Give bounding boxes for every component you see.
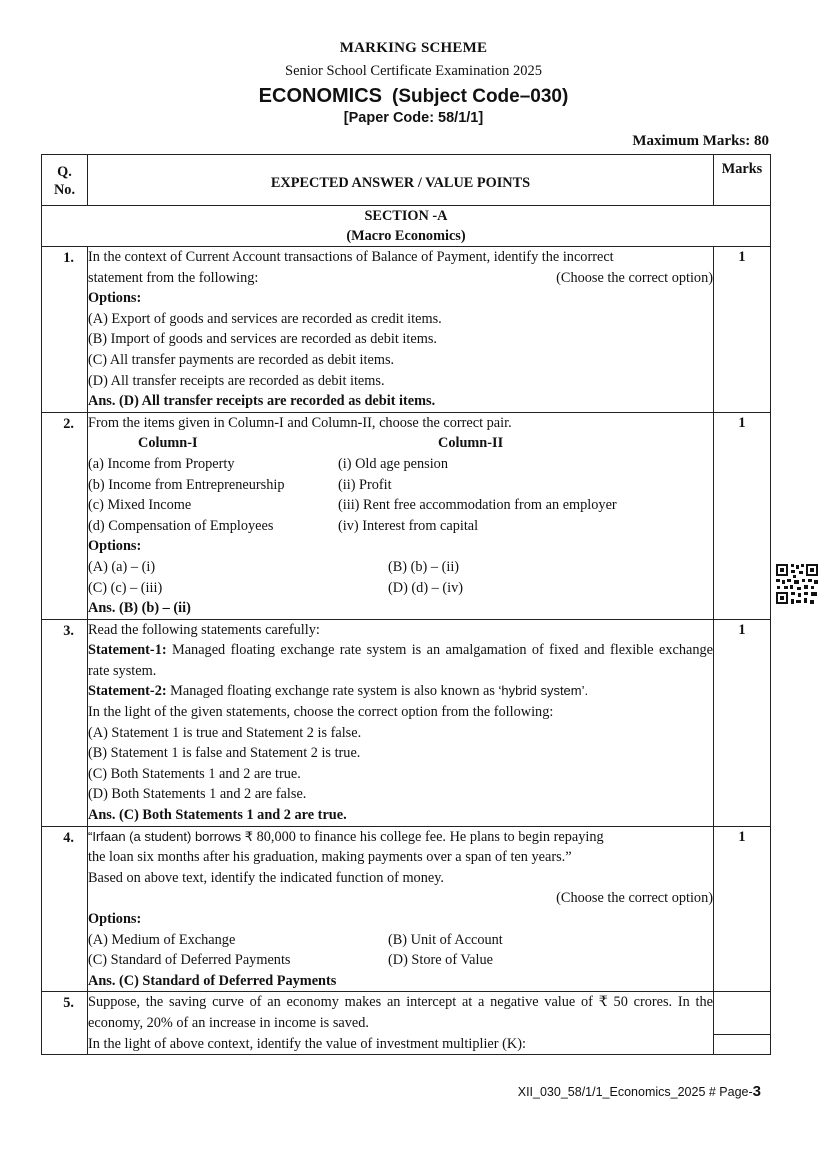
qr-code-icon: [775, 563, 819, 605]
marks-cell: [714, 619, 771, 826]
question-row-3: [42, 619, 771, 826]
exam-name: Senior School Certificate Examination 2025: [285, 63, 542, 79]
mark-value: 1: [738, 249, 746, 265]
question-body: [88, 412, 714, 619]
maximum-marks: Maximum Marks: 80: [632, 133, 769, 149]
question-body: [88, 826, 714, 992]
option: (A) Statement 1 is true and Statement 2 is false.: [88, 724, 362, 741]
question-body: [88, 992, 714, 1055]
column-headers: Column-I Column-II: [138, 435, 504, 452]
statement-2: Statement-2: Managed floating exchange rate system is also known as ‘hybrid system’.: [88, 683, 589, 700]
question-row-2: [42, 412, 771, 619]
question-number: 3.: [42, 619, 88, 826]
qno-header: [42, 155, 88, 206]
question-text: In the light of above context, identify the value of investment multiplier (K):: [88, 1035, 526, 1052]
option: (C) All transfer payments are recorded as debit items.: [88, 351, 395, 368]
choose-instruction: (Choose the correct option): [556, 890, 713, 907]
question-text: Suppose, the saving curve of an economy makes an intercept at a negative value of ₹ 50 crores. In the economy, 20% of an increase in income is saved.: [88, 994, 713, 1031]
question-text: Read the following statements carefully:: [88, 621, 320, 638]
question-text: “Irfaan (a student) borrows ₹ 80,000 to finance his college fee. He plans to begin repaying: [88, 828, 604, 845]
answer: Ans. (C) Both Statements 1 and 2 are true.: [88, 807, 347, 824]
answer-header: EXPECTED ANSWER / VALUE POINTS: [88, 155, 714, 206]
mark-value: 1: [738, 621, 746, 638]
statement-1: Statement-1: Managed floating exchange rate system is an amalgamation of fixed and flexible exchange rate system.: [88, 642, 713, 679]
option-row: (C) Standard of Deferred Payments (D) Store of Value: [88, 952, 493, 969]
pair-row: (a) Income from Property (i) Old age pension: [88, 455, 448, 472]
question-text: In the light of the given statements, choose the correct option from the following:: [88, 704, 554, 721]
answer: Ans. (C) Standard of Deferred Payments: [88, 972, 337, 989]
marks-header: Marks: [714, 155, 771, 206]
question-text: statement from the following: (Choose the correct option): [88, 268, 713, 289]
paper-code: [Paper Code: 58/1/1]: [343, 110, 484, 126]
marks-cell: [714, 826, 771, 992]
question-text: the loan six months after his graduation, making payments over a span of ten years.”: [88, 849, 572, 866]
answer: Ans. (D) All transfer receipts are recorded as debit items.: [88, 393, 436, 410]
mark-value: 1: [738, 828, 746, 845]
page-number: 3: [752, 1083, 761, 1100]
qno-header-line1: Q.: [57, 164, 72, 180]
subject-name: ECONOMICS: [258, 85, 382, 107]
question-number: 5.: [42, 992, 88, 1055]
option: (D) All transfer receipts are recorded as debit items.: [88, 372, 385, 389]
option: (B) Statement 1 is false and Statement 2 is true.: [88, 745, 361, 762]
question-row-4: [42, 826, 771, 992]
question-text: In the context of Current Account transactions of Balance of Payment, identify the incorrect: [88, 249, 614, 265]
pair-row: (d) Compensation of Employees (iv) Interest from capital: [88, 517, 479, 534]
pair-row: (b) Income from Entrepreneurship (ii) Profit: [88, 476, 392, 493]
marks-subcell: [714, 992, 770, 1035]
section-row: [42, 206, 771, 247]
subject-heading: [0, 85, 827, 108]
page-footer: [518, 1083, 761, 1100]
question-text: From the items given in Column-I and Column-II, choose the correct pair.: [88, 414, 512, 431]
pair-row: (c) Mixed Income (iii) Rent free accommodation from an employer: [88, 497, 617, 514]
section-title: SECTION -A: [364, 208, 448, 224]
options-label: Options:: [88, 911, 142, 927]
question-row-5: [42, 992, 771, 1055]
answer: Ans. (B) (b) – (ii): [88, 600, 191, 617]
option: (B) Import of goods and services are recorded as debit items.: [88, 331, 437, 348]
question-number: 1.: [42, 247, 88, 413]
qno-header-line2: No.: [53, 182, 76, 198]
option-row: (C) (c) – (iii) (D) (d) – (iv): [88, 579, 464, 596]
choose-instruction: (Choose the correct option): [556, 269, 713, 286]
question-text: Based on above text, identify the indicated function of money.: [88, 869, 444, 886]
question-body: [88, 247, 714, 413]
mark-value: 1: [738, 414, 746, 431]
options-label: Options:: [88, 538, 142, 555]
subject-code: (Subject Code–030): [392, 86, 569, 107]
question-number: 4.: [42, 826, 88, 992]
table-header-row: [42, 155, 771, 206]
question-row-1: [42, 247, 771, 413]
option: (C) Both Statements 1 and 2 are true.: [88, 765, 301, 782]
marks-cell: [714, 247, 771, 413]
option-row: (A) Medium of Exchange (B) Unit of Account: [88, 931, 503, 948]
marks-cell: [714, 992, 771, 1055]
option: (D) Both Statements 1 and 2 are false.: [88, 786, 307, 803]
footer-code: XII_030_58/1/1_Economics_2025 # Page-: [517, 1085, 753, 1099]
option: (A) Export of goods and services are recorded as credit items.: [88, 310, 442, 327]
options-label: Options:: [88, 290, 142, 307]
section-cell: [42, 206, 771, 247]
question-number: 2.: [42, 412, 88, 619]
marks-cell: [714, 412, 771, 619]
option-row: (A) (a) – (i) (B) (b) – (ii): [88, 558, 460, 575]
marking-table: [41, 154, 771, 1055]
scheme-title: MARKING SCHEME: [339, 40, 488, 56]
section-subtitle: (Macro Economics): [346, 228, 466, 244]
question-body: [88, 619, 714, 826]
